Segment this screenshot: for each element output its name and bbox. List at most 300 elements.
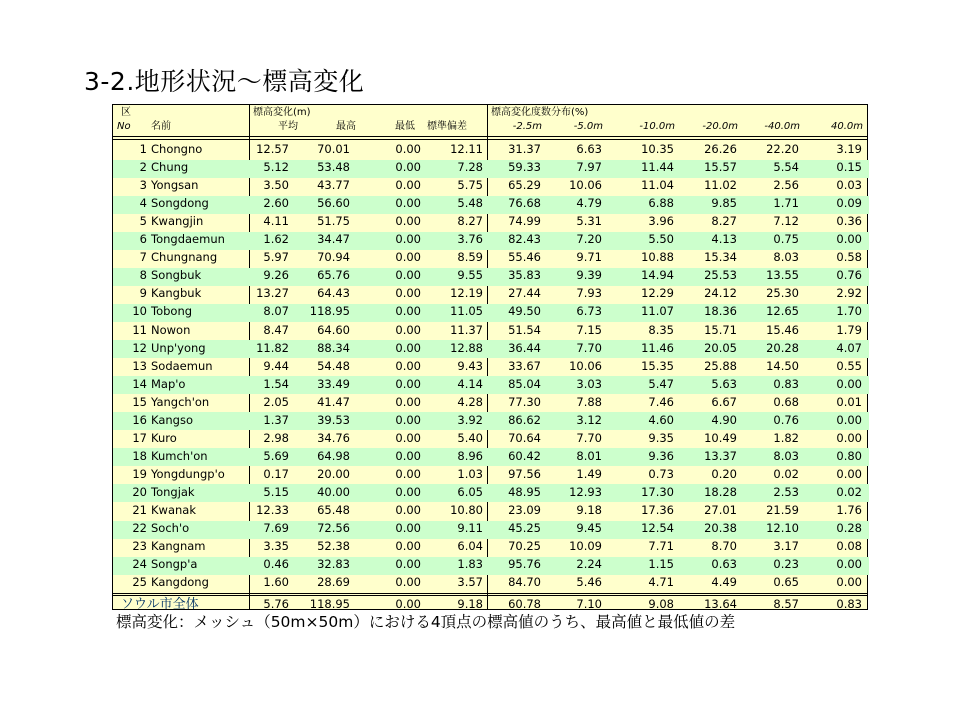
row-name: Kangbuk: [151, 286, 202, 301]
row-dist-value: 0.75: [773, 232, 799, 247]
row-std: 3.76: [457, 232, 483, 247]
row-dist-value: 9.36: [648, 448, 674, 463]
row-min: 0.00: [395, 232, 421, 247]
row-dist-value: 8.35: [648, 322, 674, 337]
row-no: 7: [139, 250, 147, 265]
row-name: Unp'yong: [151, 340, 206, 355]
row-no: 3: [139, 178, 147, 193]
row-min: 0.00: [395, 503, 421, 517]
total-divider: [113, 595, 867, 596]
row-dist-value: 0.76: [836, 268, 862, 283]
total-dist-value: 9.08: [648, 597, 674, 612]
row-dist-value: 4.60: [648, 412, 674, 427]
row-dist-value: 3.19: [836, 142, 862, 156]
row-std: 9.11: [457, 521, 483, 536]
elevation-table: [112, 104, 868, 613]
row-std: 5.48: [457, 196, 483, 211]
header-bin: -10.0m: [639, 121, 675, 132]
row-name: Songp'a: [151, 557, 198, 572]
header-bin: -2.5m: [512, 121, 542, 132]
total-dist-value: 13.64: [704, 597, 737, 612]
row-dist-value: 59.33: [508, 160, 541, 175]
row-std: 6.05: [457, 484, 483, 499]
row-dist-value: 33.67: [508, 358, 541, 373]
row-name: Chungnang: [151, 250, 218, 265]
row-std: 3.92: [457, 412, 483, 427]
header-bin: -20.0m: [702, 121, 738, 132]
row-dist-value: 0.80: [836, 448, 862, 463]
row-avg: 9.26: [263, 268, 289, 283]
row-max: 53.48: [317, 160, 350, 175]
row-dist-value: 15.34: [704, 250, 737, 265]
row-dist-value: 0.08: [836, 539, 862, 554]
row-max: 56.60: [317, 196, 350, 211]
row-band: [113, 340, 869, 358]
row-std: 12.88: [450, 340, 483, 355]
row-dist-value: 5.63: [711, 376, 737, 391]
row-dist-value: 7.20: [576, 232, 602, 247]
row-max: 52.38: [317, 539, 350, 554]
row-dist-value: 0.00: [836, 557, 862, 572]
page-title: 3-2.地形状況～標高変化: [84, 67, 365, 96]
row-band: [113, 268, 869, 286]
row-dist-value: 0.55: [836, 358, 862, 373]
row-max: 34.76: [317, 430, 350, 445]
row-dist-value: 12.29: [641, 286, 674, 301]
row-dist-value: 82.43: [508, 232, 541, 247]
row-dist-value: 7.46: [648, 394, 674, 409]
total-dist-value: 7.10: [576, 597, 602, 612]
row-dist-value: 31.37: [508, 142, 541, 156]
row-dist-value: 1.76: [836, 503, 862, 517]
row-min: 0.00: [395, 304, 421, 319]
row-avg: 9.44: [263, 358, 289, 373]
row-dist-value: 0.03: [836, 178, 862, 193]
row-dist-value: 70.25: [508, 539, 541, 554]
row-dist-value: 5.47: [648, 376, 674, 391]
row-avg: 13.27: [256, 286, 289, 301]
row-dist-value: 7.12: [773, 214, 799, 229]
row-std: 12.19: [450, 286, 483, 301]
row-dist-value: 17.36: [641, 503, 674, 517]
row-dist-value: 17.30: [641, 484, 674, 499]
row-dist-value: 4.13: [711, 232, 737, 247]
row-dist-value: 14.50: [766, 358, 799, 373]
total-min: 0.00: [395, 597, 421, 612]
row-dist-value: 4.90: [711, 412, 737, 427]
row-min: 0.00: [395, 539, 421, 554]
row-band: [113, 304, 869, 322]
row-std: 5.75: [457, 178, 483, 193]
row-dist-value: 1.71: [773, 196, 799, 211]
row-dist-value: 86.62: [508, 412, 541, 427]
row-max: 64.60: [317, 322, 350, 337]
row-dist-value: 5.50: [648, 232, 674, 247]
row-avg: 1.37: [263, 412, 289, 427]
row-dist-value: 35.83: [508, 268, 541, 283]
row-dist-value: 15.57: [704, 160, 737, 175]
row-dist-value: 6.73: [576, 304, 602, 319]
row-dist-value: 0.68: [773, 394, 799, 409]
row-dist-value: 0.02: [773, 466, 799, 481]
table-grid: [113, 105, 867, 613]
row-std: 9.55: [457, 268, 483, 283]
row-no: 13: [132, 358, 147, 373]
row-dist-value: 7.70: [576, 430, 602, 445]
row-avg: 3.50: [263, 178, 289, 193]
row-no: 4: [139, 196, 147, 211]
row-avg: 4.11: [263, 214, 289, 229]
row-name: Nowon: [151, 322, 191, 337]
row-dist-value: 27.44: [508, 286, 541, 301]
row-no: 11: [132, 322, 147, 337]
row-max: 41.47: [317, 394, 350, 409]
row-dist-value: 0.23: [773, 557, 799, 572]
row-dist-value: 10.09: [569, 539, 602, 554]
row-dist-value: 84.70: [508, 575, 541, 590]
row-min: 0.00: [395, 286, 421, 301]
row-dist-value: 27.01: [704, 503, 737, 517]
row-avg: 2.98: [263, 430, 289, 445]
row-name: Songbuk: [151, 268, 202, 283]
row-dist-value: 85.04: [508, 376, 541, 391]
row-dist-value: 8.01: [576, 448, 602, 463]
row-name: Yongdungp'o: [151, 466, 225, 481]
row-dist-value: 24.12: [704, 286, 737, 301]
row-dist-value: 97.56: [508, 466, 541, 481]
row-dist-value: 48.95: [508, 484, 541, 499]
row-max: 88.34: [317, 340, 350, 355]
row-name: Kangso: [151, 412, 194, 427]
row-dist-value: 77.30: [508, 394, 541, 409]
row-dist-value: 4.49: [711, 575, 737, 590]
row-dist-value: 9.45: [576, 521, 602, 536]
row-dist-value: 10.88: [641, 250, 674, 265]
row-dist-value: 0.15: [836, 160, 862, 175]
row-name: Tobong: [151, 304, 193, 319]
row-avg: 5.69: [263, 448, 289, 463]
row-dist-value: 60.42: [508, 448, 541, 463]
total-avg: 5.76: [263, 597, 289, 612]
row-dist-value: 74.99: [508, 214, 541, 229]
row-dist-value: 11.07: [641, 304, 674, 319]
row-no: 18: [132, 448, 147, 463]
row-no: 8: [139, 268, 147, 283]
header-avg: 平均: [278, 121, 298, 132]
row-name: Map'o: [151, 376, 186, 391]
row-no: 2: [139, 160, 147, 175]
row-dist-value: 70.64: [508, 430, 541, 445]
row-dist-value: 4.71: [648, 575, 674, 590]
row-dist-value: 0.28: [836, 521, 862, 536]
row-dist-value: 7.70: [576, 340, 602, 355]
row-dist-value: 45.25: [508, 521, 541, 536]
header-max: 最高: [336, 121, 356, 132]
row-avg: 1.60: [263, 575, 289, 590]
row-dist-value: 0.09: [836, 196, 862, 211]
row-dist-value: 20.38: [704, 521, 737, 536]
row-max: 39.53: [317, 412, 350, 427]
row-dist-value: 9.71: [576, 250, 602, 265]
header-min: 最低: [395, 121, 415, 132]
row-min: 0.00: [395, 196, 421, 211]
row-band: [113, 232, 869, 250]
row-dist-value: 0.73: [648, 466, 674, 481]
row-dist-value: 1.49: [576, 466, 602, 481]
row-dist-value: 3.03: [576, 376, 602, 391]
row-std: 8.59: [457, 250, 483, 265]
row-min: 0.00: [395, 448, 421, 463]
row-dist-value: 1.15: [648, 557, 674, 572]
row-name: Kwangjin: [151, 214, 204, 229]
row-avg: 8.47: [263, 322, 289, 337]
row-dist-value: 6.88: [648, 196, 674, 211]
row-avg: 0.46: [263, 557, 289, 572]
row-max: 20.00: [317, 466, 350, 481]
row-no: 20: [132, 484, 147, 499]
row-dist-value: 0.76: [773, 412, 799, 427]
row-dist-value: 5.31: [576, 214, 602, 229]
row-dist-value: 3.96: [648, 214, 674, 229]
row-dist-value: 76.68: [508, 196, 541, 211]
row-dist-value: 8.03: [773, 448, 799, 463]
row-avg: 12.57: [256, 142, 289, 156]
row-dist-value: 23.09: [508, 503, 541, 517]
row-name: Soch'o: [151, 521, 190, 536]
row-band: [113, 412, 869, 430]
row-avg: 1.62: [263, 232, 289, 247]
row-min: 0.00: [395, 376, 421, 391]
row-max: 64.43: [317, 286, 350, 301]
row-dist-value: 1.79: [836, 322, 862, 337]
row-no: 19: [132, 466, 147, 481]
row-dist-value: 36.44: [508, 340, 541, 355]
row-dist-value: 15.46: [766, 322, 799, 337]
header-bin: -40.0m: [764, 121, 800, 132]
row-dist-value: 4.79: [576, 196, 602, 211]
row-dist-value: 2.56: [773, 178, 799, 193]
row-dist-value: 11.04: [641, 178, 674, 193]
row-min: 0.00: [395, 394, 421, 409]
row-dist-value: 0.00: [836, 376, 862, 391]
row-min: 0.00: [395, 358, 421, 373]
row-std: 12.11: [450, 142, 483, 156]
row-dist-value: 7.15: [576, 322, 602, 337]
row-dist-value: 0.36: [836, 214, 862, 229]
row-dist-value: 18.28: [704, 484, 737, 499]
row-dist-value: 21.59: [766, 503, 799, 517]
row-avg: 1.54: [263, 376, 289, 391]
row-dist-value: 95.76: [508, 557, 541, 572]
row-dist-value: 13.37: [704, 448, 737, 463]
row-band: [113, 196, 869, 214]
row-dist-value: 8.03: [773, 250, 799, 265]
row-dist-value: 0.02: [836, 484, 862, 499]
row-dist-value: 3.12: [576, 412, 602, 427]
row-name: Tongdaemun: [151, 232, 225, 247]
row-dist-value: 11.44: [641, 160, 674, 175]
row-dist-value: 25.30: [766, 286, 799, 301]
row-name: Yongsan: [151, 178, 199, 193]
row-dist-value: 5.46: [576, 575, 602, 590]
row-min: 0.00: [395, 160, 421, 175]
row-dist-value: 26.26: [704, 142, 737, 156]
row-no: 10: [132, 304, 147, 319]
row-std: 1.83: [457, 557, 483, 572]
row-name: Kwanak: [151, 503, 196, 517]
row-dist-value: 0.65: [773, 575, 799, 590]
row-dist-value: 8.70: [711, 539, 737, 554]
row-max: 51.75: [317, 214, 350, 229]
total-max: 118.95: [309, 597, 350, 612]
row-name: Songdong: [151, 196, 209, 211]
row-dist-value: 8.27: [711, 214, 737, 229]
header-divider: [113, 139, 867, 140]
row-avg: 8.07: [263, 304, 289, 319]
row-avg: 5.97: [263, 250, 289, 265]
row-dist-value: 4.07: [836, 340, 862, 355]
row-std: 1.03: [457, 466, 483, 481]
row-no: 1: [139, 142, 147, 156]
row-dist-value: 9.85: [711, 196, 737, 211]
total-dist-value: 60.78: [508, 597, 541, 612]
row-std: 9.43: [457, 358, 483, 373]
row-min: 0.00: [395, 484, 421, 499]
row-dist-value: 15.35: [641, 358, 674, 373]
total-dist-value: 8.57: [773, 597, 799, 612]
row-dist-value: 7.97: [576, 160, 602, 175]
row-dist-value: 10.35: [641, 142, 674, 156]
row-dist-value: 15.71: [704, 322, 737, 337]
row-dist-value: 5.54: [773, 160, 799, 175]
row-max: 43.77: [317, 178, 350, 193]
row-dist-value: 0.00: [836, 430, 862, 445]
row-std: 6.04: [457, 539, 483, 554]
row-avg: 0.17: [263, 466, 289, 481]
row-dist-value: 11.46: [641, 340, 674, 355]
row-band: [113, 484, 869, 502]
row-dist-value: 13.55: [766, 268, 799, 283]
row-no: 9: [139, 286, 147, 301]
row-min: 0.00: [395, 268, 421, 283]
row-min: 0.00: [395, 340, 421, 355]
row-dist-value: 7.88: [576, 394, 602, 409]
row-dist-value: 10.06: [569, 178, 602, 193]
row-std: 8.96: [457, 448, 483, 463]
row-dist-value: 12.10: [766, 521, 799, 536]
row-dist-value: 49.50: [508, 304, 541, 319]
row-name: Chongno: [151, 142, 203, 156]
row-band: [113, 521, 869, 539]
row-max: 65.76: [317, 268, 350, 283]
row-max: 118.95: [309, 304, 350, 319]
row-dist-value: 11.02: [704, 178, 737, 193]
row-avg: 11.82: [256, 340, 289, 355]
row-dist-value: 2.24: [576, 557, 602, 572]
row-dist-value: 14.94: [641, 268, 674, 283]
row-avg: 7.69: [263, 521, 289, 536]
row-avg: 2.05: [263, 394, 289, 409]
row-dist-value: 10.06: [569, 358, 602, 373]
row-dist-value: 0.00: [836, 412, 862, 427]
row-dist-value: 9.18: [576, 503, 602, 517]
row-dist-value: 25.88: [704, 358, 737, 373]
row-no: 15: [132, 394, 147, 409]
footnote: 標高変化：メッシュ（50m×50m）における4頂点の標高値のうち、最高値と最低値の差: [116, 613, 736, 631]
row-dist-value: 9.39: [576, 268, 602, 283]
row-min: 0.00: [395, 466, 421, 481]
header-divider: [113, 136, 867, 137]
header-dist-group: 標高変化度数分布(%): [491, 107, 589, 118]
total-name: ソウル市全体: [121, 597, 199, 613]
row-std: 8.27: [457, 214, 483, 229]
row-dist-value: 7.93: [576, 286, 602, 301]
row-dist-value: 0.83: [773, 376, 799, 391]
row-name: Kangnam: [151, 539, 206, 554]
row-no: 5: [139, 214, 147, 229]
row-min: 0.00: [395, 557, 421, 572]
row-avg: 5.12: [263, 160, 289, 175]
row-std: 5.40: [457, 430, 483, 445]
row-name: Chung: [151, 160, 189, 175]
row-dist-value: 25.53: [704, 268, 737, 283]
row-max: 65.48: [317, 503, 350, 517]
row-std: 3.57: [457, 575, 483, 590]
row-no: 22: [132, 521, 147, 536]
row-max: 32.83: [317, 557, 350, 572]
row-dist-value: 18.36: [704, 304, 737, 319]
row-no: 25: [132, 575, 147, 590]
row-dist-value: 12.93: [569, 484, 602, 499]
header-no: No: [117, 121, 131, 132]
row-dist-value: 0.00: [836, 466, 862, 481]
row-dist-value: 0.20: [711, 466, 737, 481]
header-bin: 40.0m: [830, 121, 863, 132]
row-dist-value: 65.29: [508, 178, 541, 193]
row-dist-value: 2.92: [836, 286, 862, 301]
row-dist-value: 12.54: [641, 521, 674, 536]
row-max: 64.98: [317, 448, 350, 463]
row-min: 0.00: [395, 521, 421, 536]
row-dist-value: 9.35: [648, 430, 674, 445]
row-name: Kumch'on: [151, 448, 208, 463]
row-dist-value: 6.63: [576, 142, 602, 156]
row-avg: 2.60: [263, 196, 289, 211]
row-dist-value: 0.01: [836, 394, 862, 409]
row-std: 10.80: [450, 503, 483, 517]
header-std: 標準偏差: [427, 121, 467, 132]
row-min: 0.00: [395, 430, 421, 445]
row-min: 0.00: [395, 178, 421, 193]
row-std: 11.05: [450, 304, 483, 319]
header-bin: -5.0m: [573, 121, 603, 132]
row-dist-value: 1.70: [836, 304, 862, 319]
row-name: Tongjak: [151, 484, 195, 499]
total-divider: [113, 593, 867, 594]
row-max: 70.01: [317, 142, 350, 156]
row-max: 34.47: [317, 232, 350, 247]
row-min: 0.00: [395, 250, 421, 265]
row-no: 23: [132, 539, 147, 554]
row-dist-value: 1.82: [773, 430, 799, 445]
row-no: 6: [139, 232, 147, 247]
row-max: 33.49: [317, 376, 350, 391]
row-dist-value: 7.71: [648, 539, 674, 554]
row-dist-value: 3.17: [773, 539, 799, 554]
row-min: 0.00: [395, 322, 421, 337]
row-max: 28.69: [317, 575, 350, 590]
row-name: Yangch'on: [151, 394, 210, 409]
